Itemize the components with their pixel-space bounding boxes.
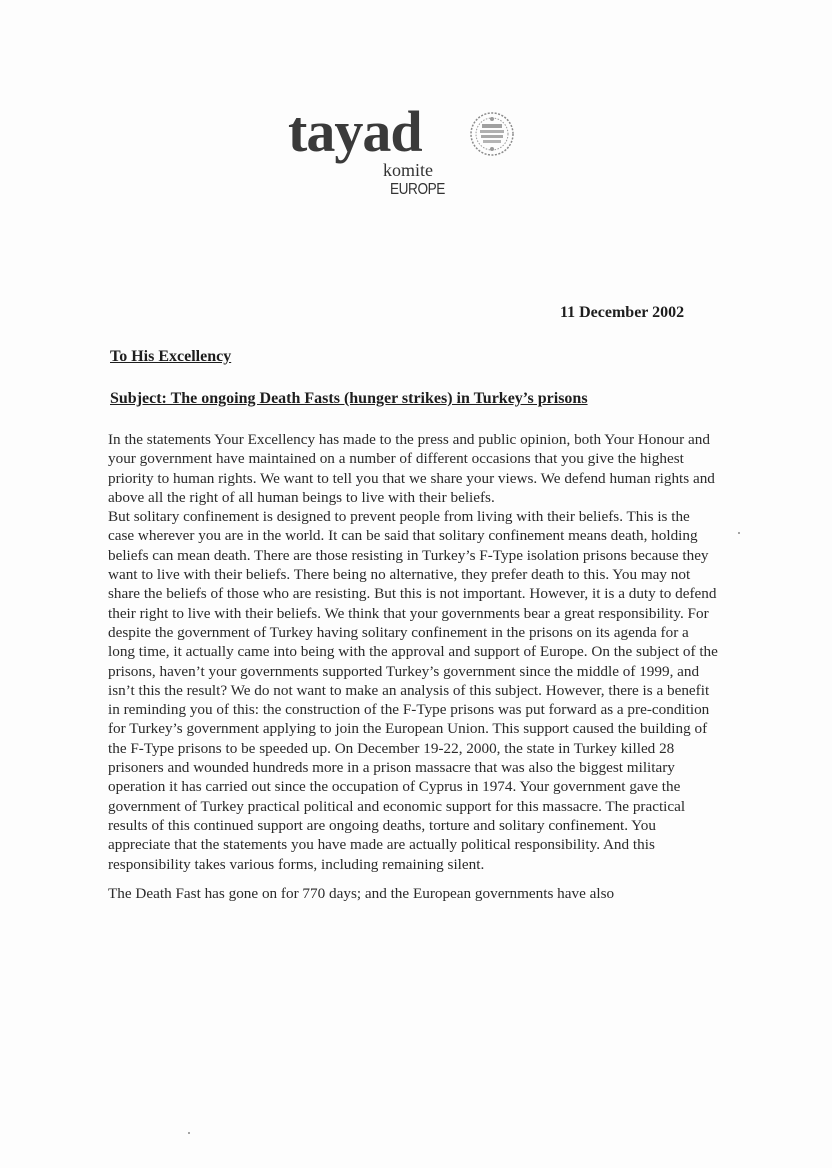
seal-emblem-icon [468,110,516,158]
org-name: tayad [288,99,422,164]
paragraph-3: The Death Fast has gone on for 770 days; and the European governments have also [108,884,615,902]
org-subname: komite [383,160,433,180]
org-region: EUROPE [390,181,445,198]
letter-body [108,430,718,903]
scan-speck [738,532,740,534]
letterhead-logo [288,99,548,208]
letter-date: 11 December 2002 [560,304,685,321]
salutation: To His Excellency [110,348,232,365]
paragraph-2: But solitary confinement is designed to prevent people from living with their beliefs. This is the case wherever you are in the world. It can be said that solitary confinement means death, holding beliefs can mean death. There are those resisting in Turkey’s F-Type isolation prisons because they want to live with their beliefs. There being no alternative, they prefer death to this. You may not share the beliefs of those who are resisting. But this is not important. However, it is a duty to defend their right to live with their beliefs. We think that your governments bear a great responsibility. For despite the government of Turkey having solitary confinement in the prisons on its agenda for a long time, it actually came into being with the approval and support of Europe. On the subject of the prisons, haven’t your governments supported Turkey’s government since the middle of 1999, and isn’t this the result? We do not want to make an analysis of this subject. However, there is a benefit in reminding you of this: the construction of the F-Type prisons was put forward as a pre-condition for Turkey’s government applying to join the European Union. This support caused the building of the F-Type prisons to be speeded up. On December 19-22, 2000, the state in Turkey killed 28 prisoners and wounded hundreds more in a prison massacre that was also the biggest military operation it has carried out since the occupation of Cyprus in 1974. Your government gave the government of Turkey practical political and economic support for this massacre. The practical results of this continued support are ongoing deaths, torture and solitary confinement. You appreciate that the statements you have made are actually political responsibility. And this responsibility takes various forms, including remaining silent. [108,508,718,873]
scan-speck [188,1132,190,1134]
subject-line: Subject: The ongoing Death Fasts (hunger strikes) in Turkey’s prisons [110,390,588,407]
paragraph-1: In the statements Your Excellency has made to the press and public opinion, both Your Honour and your government have maintained on a number of different occasions that you give the highest priority to human rights. We want to tell you that we share your views. We defend human rights and above all the right of all human beings to live with their beliefs. [108,431,715,506]
